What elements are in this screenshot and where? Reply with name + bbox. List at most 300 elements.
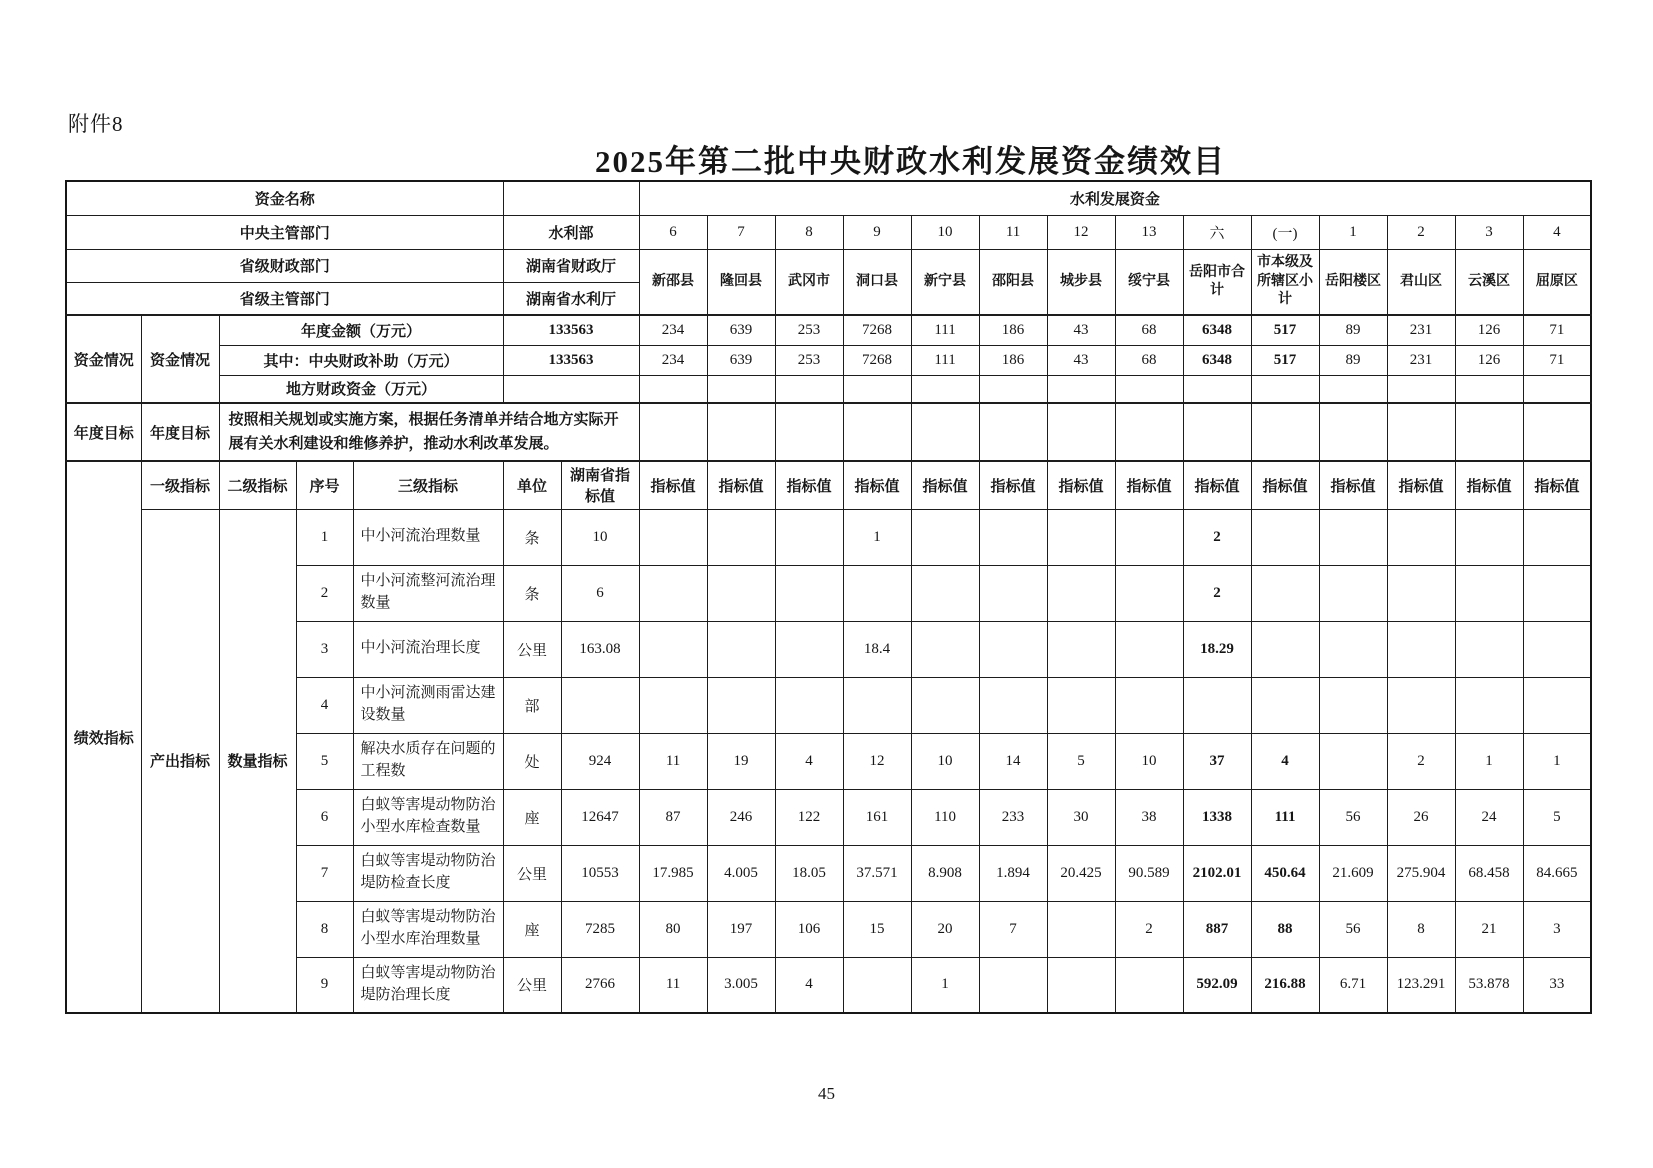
goal-section-label: 年度目标 <box>66 403 141 461</box>
indicator-value-cell: 38 <box>1115 789 1183 845</box>
indicator-value-cell: 10 <box>1115 733 1183 789</box>
province-target-value: 6 <box>561 565 639 621</box>
indicator-seq: 7 <box>296 845 353 901</box>
indicator-value-cell <box>911 621 979 677</box>
indicator-value-cell: 56 <box>1319 789 1387 845</box>
indicator-value-cell: 2 <box>1387 733 1455 789</box>
value-header: 指标值 <box>843 461 911 509</box>
empty-cell <box>1115 375 1183 403</box>
indicator-value-cell <box>1115 621 1183 677</box>
column-number: 13 <box>1115 215 1183 249</box>
indicator-value-cell: 2 <box>1115 901 1183 957</box>
indicator-seq: 4 <box>296 677 353 733</box>
empty-cell <box>1319 375 1387 403</box>
indicator-value-cell: 4.005 <box>707 845 775 901</box>
attachment-label: 附件8 <box>68 112 124 136</box>
indicator-seq: 6 <box>296 789 353 845</box>
region-header: 绥宁县 <box>1115 249 1183 315</box>
prov-finance-value: 湖南省财政厅 <box>503 249 639 282</box>
indicator-value-cell <box>1455 565 1523 621</box>
empty-cell <box>1251 375 1319 403</box>
indicator-value-cell: 18.05 <box>775 845 843 901</box>
empty-cell <box>1387 403 1455 461</box>
indicator-value-cell: 122 <box>775 789 843 845</box>
funding-value-cell: 43 <box>1047 345 1115 375</box>
empty-cell <box>1047 375 1115 403</box>
value-header: 指标值 <box>707 461 775 509</box>
funding-value-cell: 639 <box>707 315 775 345</box>
region-header: 岳阳市合计 <box>1183 249 1251 315</box>
indicator-value-cell <box>639 621 707 677</box>
indicator-value-cell: 110 <box>911 789 979 845</box>
table-row-provincial-finance <box>66 249 1591 282</box>
indicator-row <box>66 509 1591 565</box>
table-row-indicator-header <box>66 461 1591 509</box>
indicator-value-cell: 7 <box>979 901 1047 957</box>
indicator-value-cell: 21.609 <box>1319 845 1387 901</box>
indicator-value-cell: 11 <box>639 957 707 1013</box>
indicator-value-cell: 30 <box>1047 789 1115 845</box>
indicator-value-cell <box>775 677 843 733</box>
indicator-value-cell <box>1523 565 1591 621</box>
goal-text: 按照相关规划或实施方案，根据任务清单并结合地方实际开展有关水利建设和维修养护，推动水利改革发展。 <box>219 403 639 461</box>
indicator-value-cell <box>1387 565 1455 621</box>
funding-value-cell: 6348 <box>1183 315 1251 345</box>
empty-cell <box>843 403 911 461</box>
indicator-value-cell: 1 <box>1523 733 1591 789</box>
indicator-value-cell <box>1319 677 1387 733</box>
indicator-seq: 1 <box>296 509 353 565</box>
indicator-value-cell <box>639 509 707 565</box>
column-number: 9 <box>843 215 911 249</box>
value-header: 指标值 <box>1387 461 1455 509</box>
empty-cell <box>707 403 775 461</box>
region-header: 武冈市 <box>775 249 843 315</box>
empty-cell <box>1319 403 1387 461</box>
level1-value: 产出指标 <box>141 509 219 1013</box>
indicator-value-cell: 14 <box>979 733 1047 789</box>
indicator-value-cell <box>1047 509 1115 565</box>
funding-value-cell: 126 <box>1455 315 1523 345</box>
indicator-value-cell: 197 <box>707 901 775 957</box>
indicator-value-cell <box>979 957 1047 1013</box>
region-header: 隆回县 <box>707 249 775 315</box>
indicator-value-cell <box>1319 621 1387 677</box>
table-row-annual-goal <box>66 403 1591 461</box>
level1-header: 一级指标 <box>141 461 219 509</box>
column-number: 2 <box>1387 215 1455 249</box>
indicator-value-cell <box>1523 677 1591 733</box>
indicator-value-cell <box>1523 621 1591 677</box>
indicator-value-cell <box>1455 677 1523 733</box>
indicator-unit: 座 <box>503 789 561 845</box>
table-row-local-funds <box>66 375 1591 403</box>
funding-value-cell: 253 <box>775 315 843 345</box>
indicator-value-cell <box>843 565 911 621</box>
goal-section-label-inner: 年度目标 <box>141 403 219 461</box>
indicator-value-cell: 26 <box>1387 789 1455 845</box>
funding-value-cell: 68 <box>1115 315 1183 345</box>
indicator-value-cell: 450.64 <box>1251 845 1319 901</box>
indicator-name: 中小河流测雨雷达建设数量 <box>353 677 503 733</box>
indicator-value-cell: 216.88 <box>1251 957 1319 1013</box>
province-target-value: 7285 <box>561 901 639 957</box>
funding-value-cell: 186 <box>979 345 1047 375</box>
province-target-value: 924 <box>561 733 639 789</box>
empty-cell <box>1115 403 1183 461</box>
indicator-value-cell <box>707 509 775 565</box>
indicator-unit: 处 <box>503 733 561 789</box>
empty-cell <box>979 375 1047 403</box>
indicator-value-cell <box>1387 509 1455 565</box>
table-row-central-dept <box>66 215 1591 249</box>
empty-cell <box>1047 403 1115 461</box>
indicator-value-cell <box>1251 565 1319 621</box>
indicator-value-cell: 6.71 <box>1319 957 1387 1013</box>
indicator-name: 中小河流整河流治理数量 <box>353 565 503 621</box>
indicator-value-cell: 275.904 <box>1387 845 1455 901</box>
indicator-value-cell <box>1387 621 1455 677</box>
indicator-value-cell <box>707 565 775 621</box>
indicator-value-cell <box>775 565 843 621</box>
table-row-central-subsidy <box>66 345 1591 375</box>
empty-cell <box>707 375 775 403</box>
indicator-value-cell <box>1047 621 1115 677</box>
funding-total <box>503 375 639 403</box>
table-row-annual-amount <box>66 315 1591 345</box>
indicator-value-cell: 887 <box>1183 901 1251 957</box>
column-number: 7 <box>707 215 775 249</box>
indicator-value-cell <box>1047 957 1115 1013</box>
region-header: 新宁县 <box>911 249 979 315</box>
indicator-value-cell <box>843 957 911 1013</box>
indicator-name: 解决水质存在问题的工程数 <box>353 733 503 789</box>
funding-value-cell: 111 <box>911 315 979 345</box>
region-header: 市本级及所辖区小计 <box>1251 249 1319 315</box>
indicator-value-cell: 37.571 <box>843 845 911 901</box>
indicator-value-cell: 37 <box>1183 733 1251 789</box>
indicator-value-cell: 4 <box>775 957 843 1013</box>
indicator-value-cell <box>707 621 775 677</box>
indicator-value-cell <box>1115 957 1183 1013</box>
indicator-value-cell <box>1115 509 1183 565</box>
performance-target-table <box>65 180 1592 1014</box>
indicator-value-cell: 5 <box>1047 733 1115 789</box>
value-header: 指标值 <box>639 461 707 509</box>
indicator-value-cell <box>911 565 979 621</box>
indicator-value-cell <box>1251 509 1319 565</box>
indicator-value-cell: 106 <box>775 901 843 957</box>
funding-value-cell: 89 <box>1319 315 1387 345</box>
page-number: 45 <box>818 1084 835 1103</box>
indicator-value-cell: 21 <box>1455 901 1523 957</box>
indicator-name: 中小河流治理长度 <box>353 621 503 677</box>
funding-value-cell: 126 <box>1455 345 1523 375</box>
empty-cell <box>1455 403 1523 461</box>
central-dept-value: 水利部 <box>503 215 639 249</box>
province-target-value <box>561 677 639 733</box>
indicator-value-cell: 3 <box>1523 901 1591 957</box>
column-number: (一) <box>1251 215 1319 249</box>
indicator-unit: 公里 <box>503 957 561 1013</box>
region-header: 洞口县 <box>843 249 911 315</box>
region-header: 君山区 <box>1387 249 1455 315</box>
funding-value-cell: 231 <box>1387 315 1455 345</box>
province-target-value: 12647 <box>561 789 639 845</box>
indicator-seq: 9 <box>296 957 353 1013</box>
fund-name-label: 资金名称 <box>66 181 503 215</box>
indicator-value-cell: 5 <box>1523 789 1591 845</box>
empty-cell <box>1387 375 1455 403</box>
column-number: 11 <box>979 215 1047 249</box>
empty-cell <box>1251 403 1319 461</box>
empty-cell <box>911 403 979 461</box>
indicator-value-cell: 4 <box>775 733 843 789</box>
region-header: 城步县 <box>1047 249 1115 315</box>
prov-dept-label: 省级主管部门 <box>66 282 503 315</box>
indicators-section-label: 绩效指标 <box>66 461 141 1013</box>
empty-cell <box>911 375 979 403</box>
prov-finance-label: 省级财政部门 <box>66 249 503 282</box>
funding-value-cell: 234 <box>639 345 707 375</box>
indicator-value-cell: 15 <box>843 901 911 957</box>
level2-header: 二级指标 <box>219 461 296 509</box>
value-header: 指标值 <box>775 461 843 509</box>
province-target-value: 10553 <box>561 845 639 901</box>
value-header: 指标值 <box>979 461 1047 509</box>
province-target-value: 2766 <box>561 957 639 1013</box>
indicator-value-cell: 53.878 <box>1455 957 1523 1013</box>
indicator-value-cell <box>979 621 1047 677</box>
column-number: 六 <box>1183 215 1251 249</box>
empty-cell <box>1523 403 1591 461</box>
indicator-name: 白蚁等害堤动物防治堤防治理长度 <box>353 957 503 1013</box>
empty-cell <box>979 403 1047 461</box>
indicator-value-cell: 87 <box>639 789 707 845</box>
indicator-value-cell <box>1115 565 1183 621</box>
indicator-value-cell <box>639 677 707 733</box>
indicator-value-cell <box>1047 901 1115 957</box>
indicator-value-cell <box>979 565 1047 621</box>
indicator-value-cell: 1338 <box>1183 789 1251 845</box>
region-header: 屈原区 <box>1523 249 1591 315</box>
indicator-seq: 3 <box>296 621 353 677</box>
indicator-value-cell <box>1319 565 1387 621</box>
level2-value: 数量指标 <box>219 509 296 1013</box>
value-header: 指标值 <box>1047 461 1115 509</box>
funding-total: 133563 <box>503 345 639 375</box>
indicator-value-cell: 1 <box>843 509 911 565</box>
province-target-value: 10 <box>561 509 639 565</box>
indicator-value-cell <box>979 509 1047 565</box>
funding-section-label-inner: 资金情况 <box>141 315 219 403</box>
indicator-name: 中小河流治理数量 <box>353 509 503 565</box>
column-number: 1 <box>1319 215 1387 249</box>
indicator-value-cell <box>911 677 979 733</box>
empty-cell <box>1523 375 1591 403</box>
indicator-value-cell: 68.458 <box>1455 845 1523 901</box>
indicator-value-cell <box>1455 621 1523 677</box>
funding-value-cell: 253 <box>775 345 843 375</box>
empty-cell <box>639 403 707 461</box>
indicator-value-cell <box>1115 677 1183 733</box>
prov-dept-value: 湖南省水利厅 <box>503 282 639 315</box>
value-header: 指标值 <box>911 461 979 509</box>
funding-value-cell: 89 <box>1319 345 1387 375</box>
funding-value-cell: 517 <box>1251 315 1319 345</box>
column-number: 8 <box>775 215 843 249</box>
indicator-unit: 座 <box>503 901 561 957</box>
indicator-value-cell: 90.589 <box>1115 845 1183 901</box>
indicator-value-cell: 18.29 <box>1183 621 1251 677</box>
funding-value-cell: 111 <box>911 345 979 375</box>
empty-cell <box>775 403 843 461</box>
indicator-value-cell: 11 <box>639 733 707 789</box>
funding-value-cell: 7268 <box>843 315 911 345</box>
indicator-value-cell: 1 <box>1455 733 1523 789</box>
indicator-name: 白蚁等害堤动物防治堤防检查长度 <box>353 845 503 901</box>
indicator-value-cell <box>1047 565 1115 621</box>
value-header: 指标值 <box>1523 461 1591 509</box>
value-header: 指标值 <box>1115 461 1183 509</box>
indicator-seq: 8 <box>296 901 353 957</box>
indicator-seq: 2 <box>296 565 353 621</box>
indicator-value-cell <box>911 509 979 565</box>
indicator-unit: 公里 <box>503 845 561 901</box>
indicator-value-cell <box>1319 733 1387 789</box>
indicator-value-cell <box>1319 509 1387 565</box>
funding-value-cell: 71 <box>1523 345 1591 375</box>
indicator-unit: 条 <box>503 565 561 621</box>
indicator-value-cell: 4 <box>1251 733 1319 789</box>
empty-cell <box>843 375 911 403</box>
empty-cell <box>775 375 843 403</box>
column-number: 6 <box>639 215 707 249</box>
indicator-value-cell <box>1251 677 1319 733</box>
region-header: 岳阳楼区 <box>1319 249 1387 315</box>
indicator-value-cell <box>1047 677 1115 733</box>
level3-header: 三级指标 <box>353 461 503 509</box>
value-header: 指标值 <box>1455 461 1523 509</box>
fund-group-label: 水利发展资金 <box>639 181 1591 215</box>
column-number: 4 <box>1523 215 1591 249</box>
indicator-value-cell: 1 <box>911 957 979 1013</box>
funding-value-cell: 43 <box>1047 315 1115 345</box>
empty-cell <box>639 375 707 403</box>
funding-total: 133563 <box>503 315 639 345</box>
indicator-value-cell: 2 <box>1183 509 1251 565</box>
indicator-value-cell: 8 <box>1387 901 1455 957</box>
indicator-value-cell: 20.425 <box>1047 845 1115 901</box>
indicator-value-cell: 33 <box>1523 957 1591 1013</box>
empty-cell <box>1455 375 1523 403</box>
column-number: 10 <box>911 215 979 249</box>
funding-value-cell: 6348 <box>1183 345 1251 375</box>
indicator-name: 白蚁等害堤动物防治小型水库治理数量 <box>353 901 503 957</box>
indicator-value-cell: 88 <box>1251 901 1319 957</box>
indicator-value-cell <box>775 621 843 677</box>
indicator-value-cell: 592.09 <box>1183 957 1251 1013</box>
unit-header: 单位 <box>503 461 561 509</box>
indicator-value-cell: 233 <box>979 789 1047 845</box>
indicator-value-cell <box>775 509 843 565</box>
funding-value-cell: 186 <box>979 315 1047 345</box>
column-number: 12 <box>1047 215 1115 249</box>
indicator-value-cell: 161 <box>843 789 911 845</box>
indicator-value-cell: 84.665 <box>1523 845 1591 901</box>
indicator-value-cell <box>1251 621 1319 677</box>
fund-name-value-cell <box>503 181 639 215</box>
indicator-value-cell: 8.908 <box>911 845 979 901</box>
funding-section-label: 资金情况 <box>66 315 141 403</box>
funding-row-label: 其中：中央财政补助（万元） <box>219 345 503 375</box>
indicator-value-cell <box>843 677 911 733</box>
indicator-value-cell: 2 <box>1183 565 1251 621</box>
empty-cell <box>1183 375 1251 403</box>
indicator-value-cell <box>1455 509 1523 565</box>
indicator-value-cell: 10 <box>911 733 979 789</box>
funding-value-cell: 234 <box>639 315 707 345</box>
funding-value-cell: 517 <box>1251 345 1319 375</box>
column-number: 3 <box>1455 215 1523 249</box>
indicator-value-cell: 17.985 <box>639 845 707 901</box>
indicator-value-cell: 1.894 <box>979 845 1047 901</box>
indicator-unit: 部 <box>503 677 561 733</box>
funding-row-label: 地方财政资金（万元） <box>219 375 503 403</box>
indicator-value-cell <box>979 677 1047 733</box>
central-dept-label: 中央主管部门 <box>66 215 503 249</box>
indicator-value-cell: 246 <box>707 789 775 845</box>
indicator-value-cell: 2102.01 <box>1183 845 1251 901</box>
page-title: 2025年第二批中央财政水利发展资金绩效目 <box>595 144 1226 179</box>
indicator-value-cell: 80 <box>639 901 707 957</box>
indicator-value-cell: 111 <box>1251 789 1319 845</box>
indicator-value-cell <box>1183 677 1251 733</box>
funding-row-label: 年度金额（万元） <box>219 315 503 345</box>
seq-header: 序号 <box>296 461 353 509</box>
indicator-value-cell: 123.291 <box>1387 957 1455 1013</box>
indicator-value-cell <box>639 565 707 621</box>
indicator-name: 白蚁等害堤动物防治小型水库检查数量 <box>353 789 503 845</box>
province-target-value: 163.08 <box>561 621 639 677</box>
region-header: 云溪区 <box>1455 249 1523 315</box>
indicator-seq: 5 <box>296 733 353 789</box>
value-header: 指标值 <box>1251 461 1319 509</box>
region-header: 邵阳县 <box>979 249 1047 315</box>
indicator-value-cell: 20 <box>911 901 979 957</box>
indicator-value-cell: 3.005 <box>707 957 775 1013</box>
indicator-value-cell: 18.4 <box>843 621 911 677</box>
funding-value-cell: 639 <box>707 345 775 375</box>
table-row-fund-name <box>66 181 1591 215</box>
funding-value-cell: 71 <box>1523 315 1591 345</box>
value-header: 指标值 <box>1183 461 1251 509</box>
indicator-value-cell: 19 <box>707 733 775 789</box>
indicator-value-cell <box>1523 509 1591 565</box>
indicator-value-cell <box>1387 677 1455 733</box>
province-header: 湖南省指标值 <box>561 461 639 509</box>
region-header: 新邵县 <box>639 249 707 315</box>
funding-value-cell: 7268 <box>843 345 911 375</box>
indicator-value-cell: 24 <box>1455 789 1523 845</box>
funding-value-cell: 231 <box>1387 345 1455 375</box>
indicator-value-cell: 12 <box>843 733 911 789</box>
indicator-unit: 公里 <box>503 621 561 677</box>
indicator-unit: 条 <box>503 509 561 565</box>
empty-cell <box>1183 403 1251 461</box>
value-header: 指标值 <box>1319 461 1387 509</box>
indicator-value-cell: 56 <box>1319 901 1387 957</box>
